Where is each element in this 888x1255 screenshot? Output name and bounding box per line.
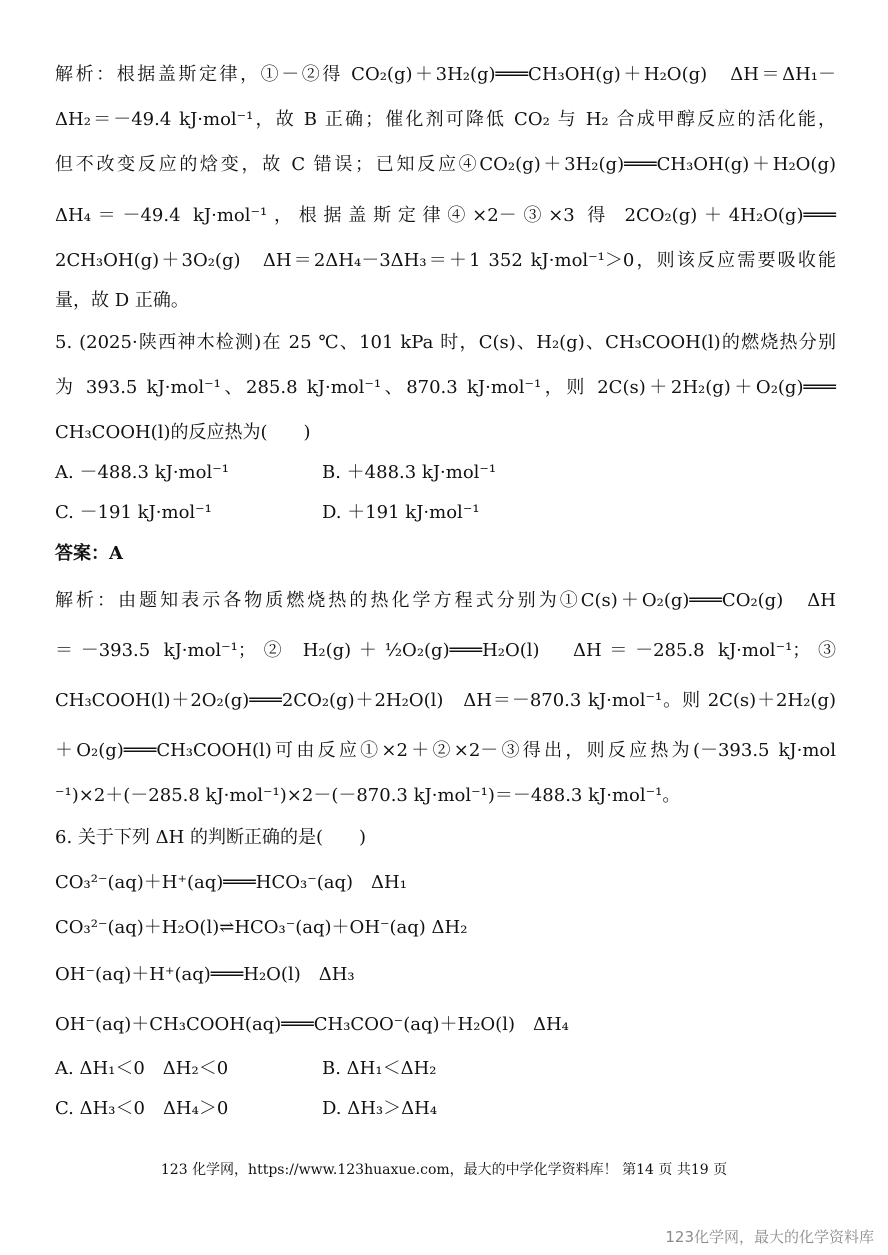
answer: 答案：A xyxy=(55,543,123,564)
option-d: D. ＋191 kJ·mol⁻¹ xyxy=(322,502,480,523)
analysis-line: ＋O₂(g)═══CH₃COOH(l)可由反应①×2＋②×2－③得出，则反应热为(－393.5 kJ·mol xyxy=(55,740,836,761)
option-c: C. －191 kJ·mol⁻¹ xyxy=(55,502,212,523)
analysis-line: ⁻¹)×2＋(－285.8 kJ·mol⁻¹)×2－(－870.3 kJ·mol⁻¹)＝－488.3 kJ·mol⁻¹。 xyxy=(55,785,681,806)
option-a: A. ΔH₁＜0 ΔH₂＜0 xyxy=(55,1058,229,1079)
option-b: B. ΔH₁＜ΔH₂ xyxy=(322,1058,437,1079)
question-stem-line: 5. (2025·陕西神木检测)在 25 ℃、101 kPa 时，C(s)、H₂(g)、CH₃COOH(l)的燃烧热分别 xyxy=(55,332,836,353)
question-stem-line: 为 393.5 kJ·mol⁻¹、285.8 kJ·mol⁻¹、870.3 kJ·mol⁻¹，则 2C(s)＋2H₂(g)＋O₂(g)═══ xyxy=(55,377,836,398)
equation-1: CO₃²⁻(aq)＋H⁺(aq)═══HCO₃⁻(aq) ΔH₁ xyxy=(55,872,407,893)
question-stem: 6. 关于下列 ΔH 的判断正确的是( ) xyxy=(55,827,367,848)
analysis-line: ΔH₂＝－49.4 kJ·mol⁻¹，故 B 正确；催化剂可降低 CO₂ 与 H₂ 合成甲醇反应的活化能， xyxy=(55,109,836,130)
analysis-line: 但不改变反应的焓变，故 C 错误；已知反应④CO₂(g)＋3H₂(g)═══CH₃OH(g)＋H₂O(g) xyxy=(55,154,836,175)
question-stem-line: CH₃COOH(l)的反应热为( ) xyxy=(55,422,311,443)
watermark-text: 123化学网，最大的化学资料库 xyxy=(665,1228,874,1246)
equation-4: OH⁻(aq)＋CH₃COOH(aq)═══CH₃COO⁻(aq)＋H₂O(l) ΔH₄ xyxy=(55,1014,569,1035)
equation-2: CO₃²⁻(aq)＋H₂O(l)⇌HCO₃⁻(aq)＋OH⁻(aq) ΔH₂ xyxy=(55,917,468,938)
option-d: D. ΔH₃＞ΔH₄ xyxy=(322,1098,438,1119)
analysis-line: ΔH₄＝－49.4 kJ·mol⁻¹，根据盖斯定律④×2－③×3 得 2CO₂(g)＋4H₂O(g)═══ xyxy=(55,205,836,226)
analysis-line: CH₃COOH(l)＋2O₂(g)═══2CO₂(g)＋2H₂O(l) ΔH＝－870.3 kJ·mol⁻¹。则 2C(s)＋2H₂(g) xyxy=(55,690,836,711)
analysis-line: 2CH₃OH(g)＋3O₂(g) ΔH＝2ΔH₄－3ΔH₃＝＋1 352 kJ·mol⁻¹＞0，则该反应需要吸收能 xyxy=(55,250,836,271)
option-b: B. ＋488.3 kJ·mol⁻¹ xyxy=(322,462,497,483)
option-a: A. －488.3 kJ·mol⁻¹ xyxy=(55,462,229,483)
analysis-line: 量，故 D 正确。 xyxy=(55,290,189,311)
equation-3: OH⁻(aq)＋H⁺(aq)═══H₂O(l) ΔH₃ xyxy=(55,964,355,985)
analysis-line: 解析：根据盖斯定律，①－②得 CO₂(g)＋3H₂(g)═══CH₃OH(g)＋H₂O(g) ΔH＝ΔH₁－ xyxy=(55,64,836,85)
analysis-line: ＝－393.5 kJ·mol⁻¹；② H₂(g)＋½O₂(g)═══H₂O(l) ΔH＝－285.8 kJ·mol⁻¹；③ xyxy=(55,640,836,661)
option-c: C. ΔH₃＜0 ΔH₄＞0 xyxy=(55,1098,229,1119)
analysis-line: 解析：由题知表示各物质燃烧热的热化学方程式分别为①C(s)＋O₂(g)═══CO₂(g) ΔH xyxy=(55,590,836,611)
page-footer: 123 化学网，https://www.123huaxue.com，最大的中学化学资料库！ 第14 页 共19 页 xyxy=(160,1162,728,1178)
